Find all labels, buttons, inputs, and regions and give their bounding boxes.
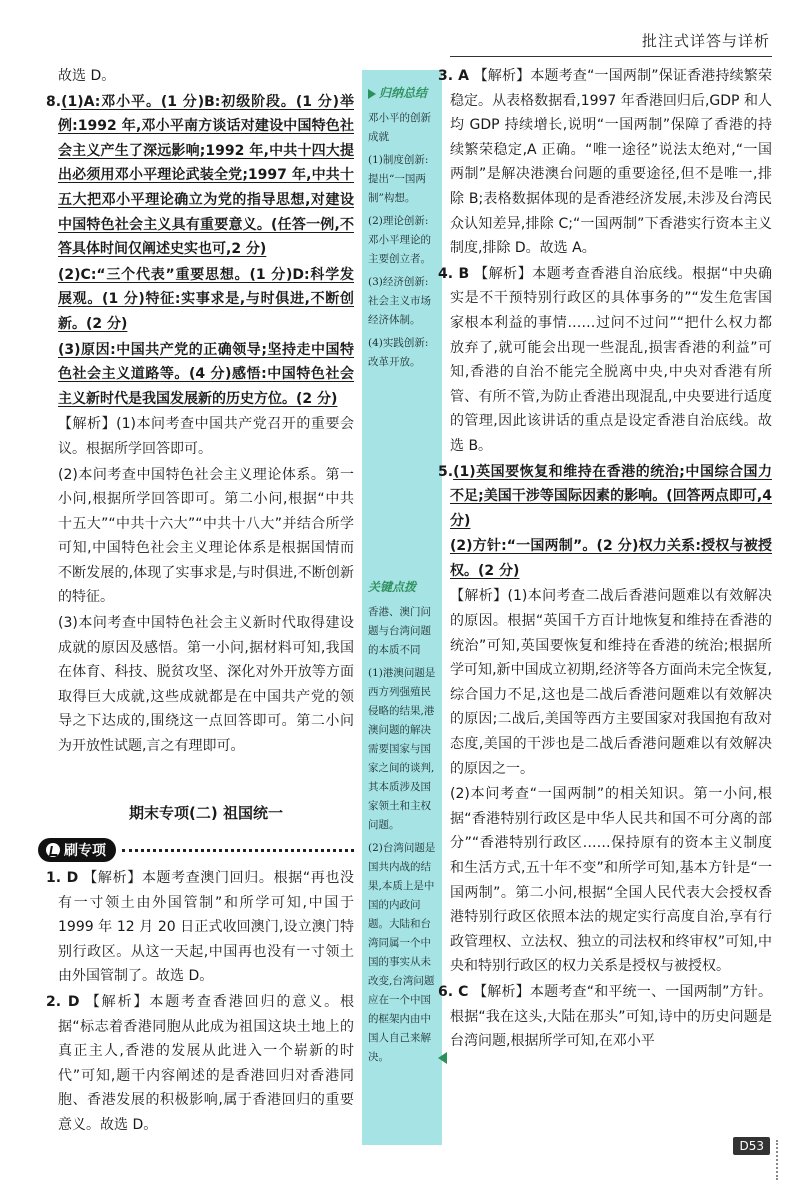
summary-title: 归纳总结 [368, 84, 436, 103]
prev-answer-tail: 故选 D。 [58, 68, 116, 84]
page-number: D53 [733, 1137, 770, 1155]
left-column [46, 64, 354, 760]
q6-answer: 6. C 【解析】本题考查“和平统一、一国两制”方针。根据“我在这头,大陆在那头”可知,诗中的历史问题是台湾问题,根据所学可知,在邓小平 [438, 983, 772, 1050]
pen-icon [46, 843, 60, 857]
q8-analysis-1: 【解析】(1)本问考查中国共产党召开的重要会议。根据所学回答即可。 [58, 416, 354, 457]
left-column-lower [46, 866, 355, 1139]
section-title: 期末专项(二) 祖国统一 [129, 804, 283, 822]
q8-analysis-2: (2)本问考查中国特色社会主义理论体系。第一小问,根据所学回答即可。第二小问,根据“中共十五大”“中共十六大”“中共十八大”并结合所学可知,中国特色社会主义理论体系是根据国情而不断发展的,体现了实事求是,与时俱进,不断创新的特征。 [58, 466, 354, 606]
dotted-divider [122, 849, 354, 852]
practice-badge-row [38, 836, 354, 864]
keypoint-title: 关键点拨 [368, 580, 417, 594]
summary-line: (3)经济创新:社会主义市场经济体制。 [368, 276, 431, 326]
keypoint-line: 香港、澳门问题与台湾问题的本质不同 [368, 606, 431, 656]
q1-answer: 1. D 【解析】本题考查澳门回归。根据“再也没有一寸领土由外国管制”和所学可知,中国于 1999 年 12 月 20 日正式收回澳门,设立澳门特别行政区。从这一天起,中国再也没有一寸领土由外国管制了。故选 D。 [46, 870, 354, 985]
q8-answer-3: (3)原因:中国共产党的正确领导;坚持走中国特色社会主义道路等。(4 分)感悟:中国特色社会主义新时代是我国发展新的历史方位。(2 分) [58, 341, 354, 407]
summary-line: (2)理论创新:邓小平理论的主要创立者。 [368, 215, 431, 265]
annotation-sidebar [362, 70, 442, 1145]
q5-analysis-1: 【解析】(1)本问考查二战后香港问题难以有效解决的原因。根据“英国千方百计地恢复和维持在香港的统治”可知,英国要恢复和维持在香港的统治;根据所学可知,新中国成立初期,经济等各方面尚未完全恢复,综合国力不足,这也是二战后香港问题难以有效解决的原因;二战后,美国等西方主要国家对我国抱有敌对态度,美国的干涉也是二战后香港问题难以有效解决的原因之一。 [450, 588, 772, 777]
q8-answer-2: (2)C:“三个代表”重要思想。(1 分)D:科学发展观。(1 分)特征:实事求是,与时俱进,不断创新。(2 分) [58, 266, 354, 332]
q4-answer: 4. B 【解析】本题考查香港自治底线。根据“中央确实是不干预特别行政区的具体事务的”“发生危害国家根本利益的事情……过问不过问”“把什么权力都放弃了,就可能会出现一些混乱,损害香港的利益”可知,香港的自治不能完全脱离中央,中央对香港有所管、有所不管,为防止香港出现混乱,中央要进行适度的管理,因此该讲话的重点是设定香港自治底线。故选 B。 [438, 265, 772, 454]
page-header: 批注式详答与详析 [641, 32, 770, 50]
q8-answer-1: 8.(1)A:邓小平。(1 分)B:初级阶段。(1 分)举例:1992 年,邓小平南方谈话对建设中国特色社会主义产生了深远影响;1992 年,中共十四大提出必须用邓小平理论武装全党;1997 年,中共十五大把邓小平理论确立为党的指导思想,对建设中国特色社会主义具有重要意义。(任答一例,不答具体时间仅阐述史实也可,2 分) [46, 93, 354, 258]
q5-answer-2: (2)方针:“一国两制”。(2 分)权力关系:授权与被授权。(2 分) [450, 538, 772, 579]
q5-analysis-2: (2)本问考查“一国两制”的相关知识。第一小问,根据“香港特别行政区是中华人民共和国不可分离的部分”“香港特别行政区……保持原有的资本主义制度和生活方式,五十年不变”和所学可知,基本方针是“一国两制”。第二小问,根据“全国人民代表大会授权香港特别行政区依照本法的规定实行高度自治,享有行政管理权、立法权、独立的司法权和终审权”可知,中央和特别行政区的权力关系是授权与被授权。 [450, 786, 772, 975]
arrow-left-icon [438, 1052, 447, 1064]
q8-number: 8. [46, 93, 62, 110]
summary-line: (4)实践创新:改革开放。 [368, 337, 429, 368]
summary-box [362, 84, 442, 376]
q3-answer: 3. A 【解析】本题考查“一国两制”保证香港持续繁荣稳定。从表格数据看,1997 年香港回归后,GDP 和人均 GDP 持续增长,说明“一国两制”保障了香港的持续繁荣稳定,A 正确。“唯一途径”说法太绝对,“一国两制”是解决港澳台问题的重要途径,但不是唯一,排除 B;表格数据体现的是香港经济发展,未涉及台湾民众认知差异,排除 C;“一国两制”下香港实行资本主义制度,排除 D。故选 A。 [438, 68, 772, 257]
keypoint-line: (2)台湾问题是国共内战的结果,本质上是中国的内政问题。大陆和台湾同属一个中国的事实从未改变,台湾问题应在一个中国的框架内由中国人自己来解决。 [368, 842, 436, 1063]
summary-line: 邓小平的创新成就 [368, 112, 431, 143]
q2-answer: 2. D 【解析】本题考查香港回归的意义。根据“标志着香港同胞从此成为祖国这块土地上的真正主人,香港的发展从此进入一个崭新的时代”可知,题干内容阐述的是香港回归对香港同胞、香港发展的积极影响,属于香港回归的重要意义。故选 D。 [46, 993, 355, 1133]
page-corner-decoration [776, 1140, 792, 1180]
arrow-right-icon [368, 89, 376, 99]
right-column [438, 64, 772, 1055]
keypoint-box [362, 578, 442, 1071]
header-rule [450, 56, 772, 57]
q8-analysis-3: (3)本问考查中国特色社会主义新时代取得建设成就的原因及感悟。第一小问,据材料可知,我国在体育、科技、脱贫攻坚、深化对外开放等方面取得巨大成就,这些成就都是在中国共产党的领导之下达成的,围绕这一点回答即可。第二小问为开放性试题,言之有理即可。 [58, 615, 354, 755]
q5-answer-1: 5.(1)英国要恢复和维持在香港的统治;中国综合国力不足;美国干涉等国际因素的影响。(回答两点即可,4 分) [438, 463, 772, 529]
practice-badge: 刷专项 [38, 838, 116, 862]
summary-line: (1)制度创新:提出“一国两制”构想。 [368, 154, 429, 204]
keypoint-line: (1)港澳问题是西方列强殖民侵略的结果,港澳问题的解决需要国家与国家之间的谈判,其本质涉及国家领土和主权问题。 [368, 667, 436, 831]
